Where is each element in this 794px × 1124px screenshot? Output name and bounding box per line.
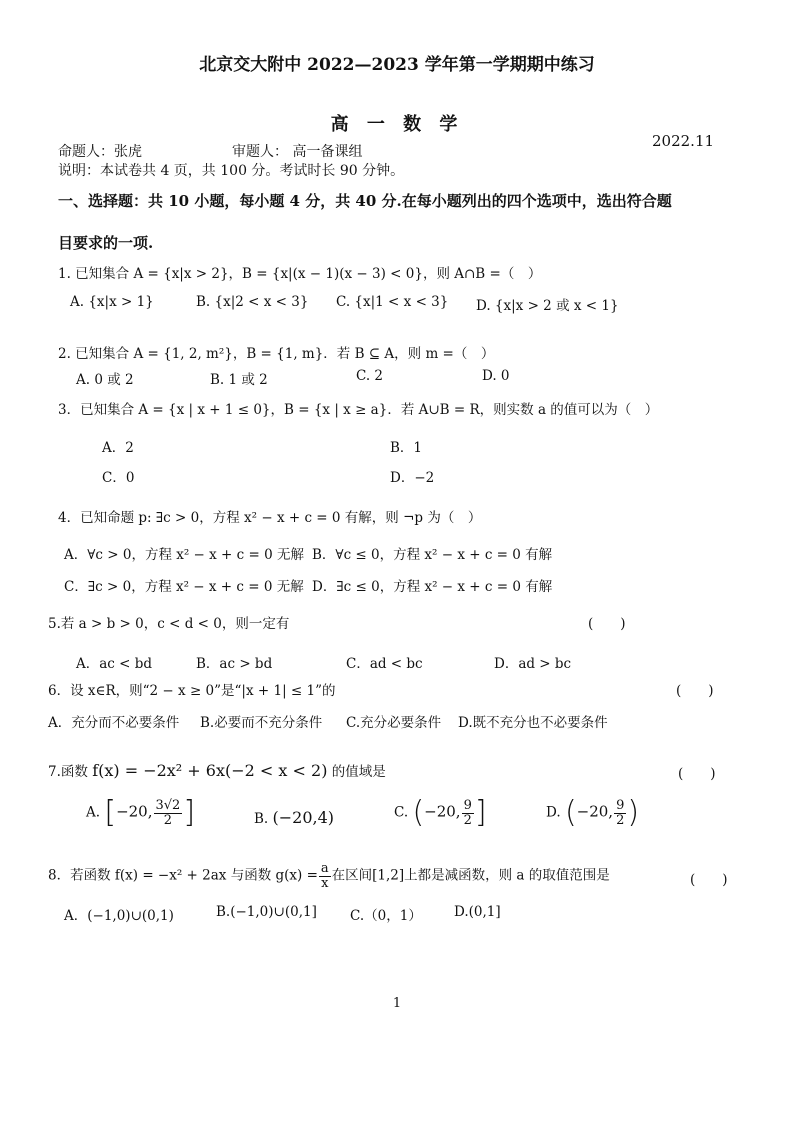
question-2-stem: 2. 已知集合 A = {1, 2, m²}，B = {1, m}．若 B ⊆ A，则 m =（ ） <box>58 346 495 362</box>
exam-title: 北京交大附中 2022—2023 学年第一学期期中练习 <box>199 55 595 75</box>
question-4-option-b: B．∀c ≤ 0，方程 x² − x + c = 0 有解 <box>312 547 553 563</box>
question-5-option-a: A．ac < bd <box>76 656 153 672</box>
question-2-option-d: D. 0 <box>482 368 510 384</box>
section-heading-line2: 目要求的一项. <box>58 234 154 252</box>
question-1-option-c: C. {x|1 < x < 3} <box>336 294 449 310</box>
question-6-stem: 6．设 x∈R，则“2 − x ≥ 0”是“|x + 1| ≤ 1”的 <box>48 683 336 699</box>
question-7-function: f(x) = −2x² + 6x(−2 < x < 2) <box>92 761 328 780</box>
section-heading-line1: 一、选择题：共 10 小题，每小题 4 分，共 40 分.在每小题列出的四个选项中，选出符合题 <box>58 192 672 210</box>
question-1-option-b: B. {x|2 < x < 3} <box>196 294 309 310</box>
question-6-option-a: A．充分而不必要条件 <box>48 715 180 731</box>
question-8-stem <box>48 862 610 890</box>
question-8-option-d: D.(0,1] <box>454 904 501 920</box>
reviewer-line: 审题人： 高一备课组 <box>232 144 363 160</box>
question-7-option-a: A. [−20, $\frac{3√2}{2}$ ] <box>86 795 196 830</box>
question-8-option-a: A．(−1,0)∪(0,1) <box>64 908 174 924</box>
question-6-option-b: B.必要而不充分条件 <box>200 715 323 731</box>
question-7-option-c: C. (−20, $\frac{9}{2}$ ] <box>394 795 487 830</box>
question-2-option-c: C. 2 <box>356 368 384 384</box>
question-7-option-a-fraction: $\frac{3√2}{2}$ <box>155 797 181 828</box>
question-3-option-a: A．2 <box>102 440 134 456</box>
question-8-option-c: C.（0，1） <box>350 908 422 924</box>
question-3-option-d: D．−2 <box>390 470 435 486</box>
page-number: 1 <box>392 996 402 1011</box>
question-6-answer-paren: ( ) <box>676 683 714 699</box>
question-7-option-d-fraction: $\frac{9}{2}$ <box>616 797 625 828</box>
exam-note: 说明：本试卷共 4 页，共 100 分。考试时长 90 分钟。 <box>58 163 405 179</box>
question-6-option-c: C.充分必要条件 <box>346 715 442 731</box>
question-1-stem: 1. 已知集合 A = {x|x > 2}，B = {x|(x − 1)(x − 3) < 0}，则 A∩B =（ ） <box>58 266 542 282</box>
question-4-option-d: D．∃c ≤ 0，方程 x² − x + c = 0 有解 <box>312 579 553 595</box>
question-5-option-c: C．ad < bc <box>346 656 423 672</box>
question-7-option-d: D. (−20, $\frac{9}{2}$ ) <box>546 795 640 830</box>
subject-heading: 高 一 数 学 <box>330 114 464 135</box>
author-line: 命题人：张虎 <box>58 144 142 160</box>
question-7-stem-prefix: 7.函数 <box>48 764 88 780</box>
question-7-option-b: B. (−20,4) <box>254 808 335 827</box>
question-5-option-b: B．ac > bd <box>196 656 273 672</box>
question-8-answer-paren: ( ) <box>690 872 728 888</box>
question-5-option-d: D．ad > bc <box>494 656 572 672</box>
question-5-stem: 5.若 a > b > 0，c < d < 0，则一定有 <box>48 616 290 632</box>
question-7-answer-paren: ( ) <box>678 766 716 782</box>
question-2-option-b: B. 1 或 2 <box>210 372 268 388</box>
question-3-stem: 3．已知集合 A = {x | x + 1 ≤ 0}，B = {x | x ≥ a}．若 A∪B = R，则实数 a 的值可以为（ ） <box>58 402 659 418</box>
question-5-answer-paren: ( ) <box>588 616 626 632</box>
exam-date: 2022.11 <box>652 132 715 150</box>
question-8-stem-suffix: 在区间[1,2]上都是减函数，则 a 的取值范围是 <box>331 867 610 884</box>
question-4-option-c: C．∃c > 0，方程 x² − x + c = 0 无解 <box>64 579 304 595</box>
question-8-stem-prefix: 8．若函数 f(x) = −x² + 2ax 与函数 g(x) = <box>48 867 318 884</box>
question-8-option-b: B.(−1,0)∪(0,1] <box>216 904 317 920</box>
question-7-option-c-fraction: $\frac{9}{2}$ <box>463 797 472 828</box>
question-4-stem: 4．已知命题 p: ∃c > 0，方程 x² − x + c = 0 有解，则 ¬p 为（ ） <box>58 510 482 526</box>
question-1-option-d: D. {x|x > 2 或 x < 1} <box>476 298 619 314</box>
question-8-fraction: $\frac{a}{x}$ <box>320 861 329 891</box>
question-7-stem <box>48 760 386 780</box>
question-2-option-a: A. 0 或 2 <box>76 372 134 388</box>
question-4-option-a: A．∀c > 0，方程 x² − x + c = 0 无解 <box>64 547 304 563</box>
question-6-option-d: D.既不充分也不必要条件 <box>458 715 608 731</box>
question-3-option-b: B．1 <box>390 440 423 456</box>
question-1-option-a: A. {x|x > 1} <box>70 294 154 310</box>
question-7-stem-suffix: 的值域是 <box>331 764 386 780</box>
question-3-option-c: C．0 <box>102 470 135 486</box>
